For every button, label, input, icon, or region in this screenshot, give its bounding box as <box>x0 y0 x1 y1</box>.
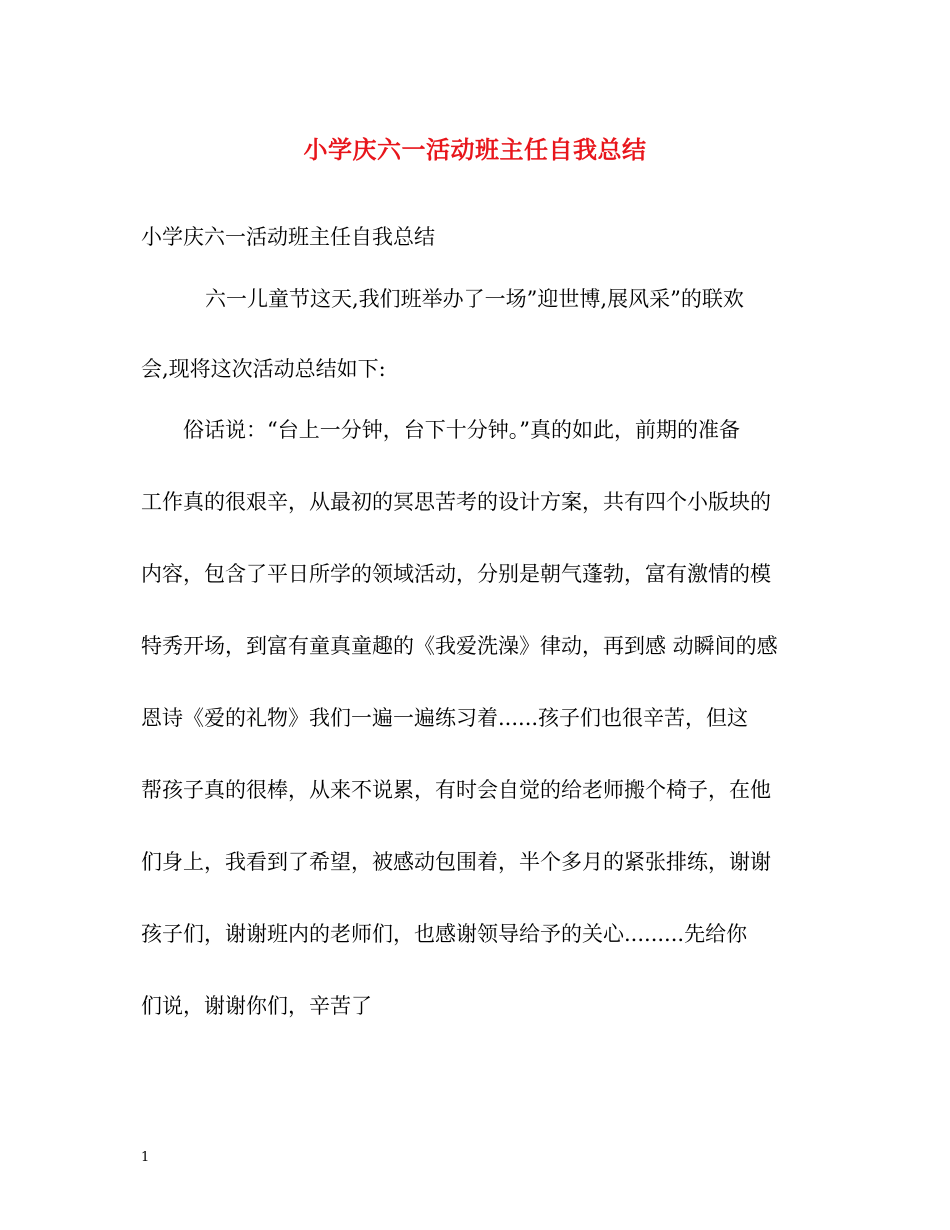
page-number: 1 <box>141 1150 150 1165</box>
paragraph-2-line-8: 孩子们，谢谢班内的老师们，也感谢领导给予的关心.........先给你 <box>141 922 748 946</box>
document-subtitle: 小学庆六一活动班主任自我总结 <box>141 225 435 249</box>
paragraph-1-line-1: 六一儿童节这天,我们班举办了一场”迎世博,展风采”的联欢 <box>205 287 744 311</box>
paragraph-1-line-2: 会,现将这次活动总结如下: <box>141 357 386 381</box>
paragraph-2-line-2: 工作真的很艰辛，从最初的冥思苦考的设计方案，共有四个小版块的 <box>141 490 771 514</box>
paragraph-2-line-5: 恩诗《爱的礼物》我们一遍一遍练习着......孩子们也很辛苦，但这 <box>141 706 749 730</box>
paragraph-2-line-4: 特秀开场，到富有童真童趣的《我爱洗澡》律动，再到感 动瞬间的感 <box>141 634 778 658</box>
paragraph-2-line-3: 内容，包含了平日所学的领域活动，分别是朝气蓬勃，富有激情的模 <box>141 562 771 586</box>
paragraph-2-line-7: 们身上，我看到了希望，被感动包围着，半个多月的紧张排练，谢谢 <box>141 850 771 874</box>
page-title: 小学庆六一活动班主任自我总结 <box>303 135 647 164</box>
paragraph-2-line-9: 们说，谢谢你们，辛苦了 <box>141 994 372 1018</box>
paragraph-2-line-1: 俗话说：“台上一分钟，台下十分钟。”真的如此，前期的准备 <box>183 418 740 442</box>
paragraph-2-line-6: 帮孩子真的很棒，从来不说累，有时会自觉的给老师搬个椅子，在他 <box>141 778 771 802</box>
